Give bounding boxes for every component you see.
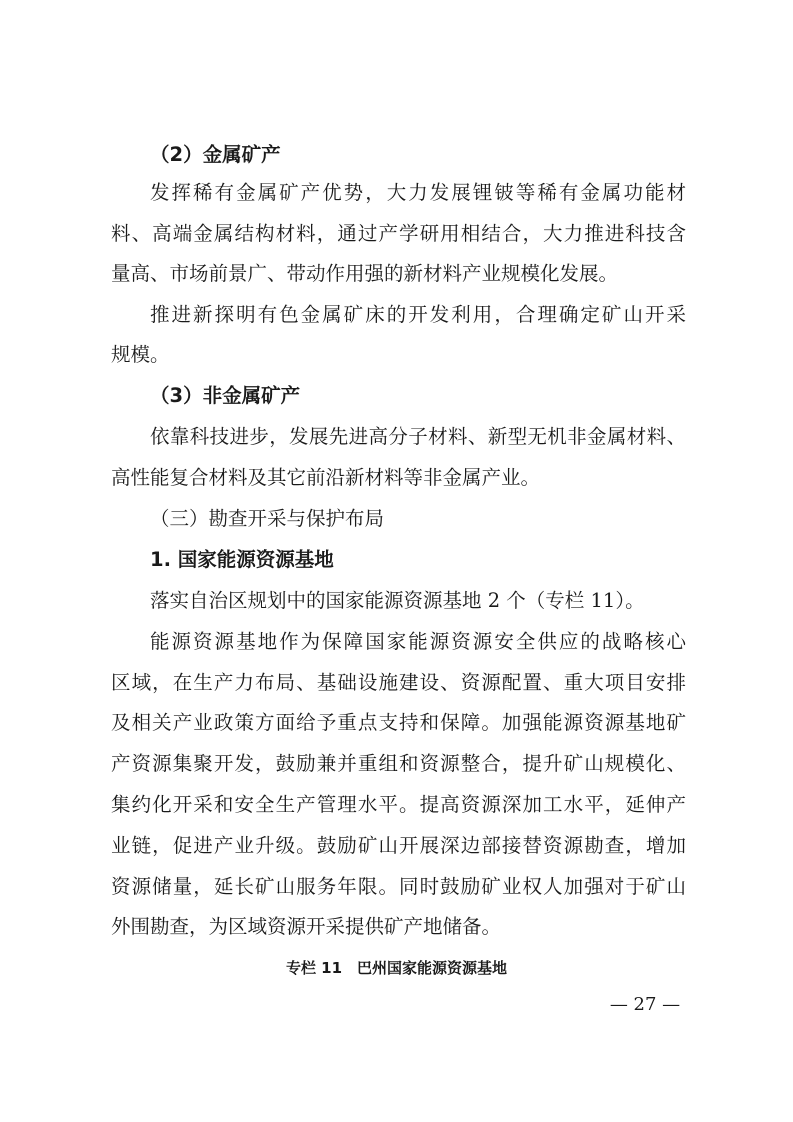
- paragraph-line: 高性能复合材料及其它前沿新材料等非金属产业。: [111, 466, 541, 489]
- paragraph-line: 量高、市场前景广、带动作用强的新材料产业规模化发展。: [111, 262, 619, 285]
- paragraph-line: 及相关产业政策方面给予重点支持和保障。加强能源资源基地矿: [111, 711, 686, 734]
- heading-energy-base: 1. 国家能源资源基地: [150, 548, 334, 571]
- paragraph-line: 落实自治区规划中的国家能源资源基地 2 个（专栏 11）。: [150, 589, 645, 612]
- paragraph-line: 集约化开采和安全生产管理水平。提高资源深加工水平，延伸产: [111, 793, 686, 816]
- paragraph-line: 资源储量，延长矿山服务年限。同时鼓励矿业权人加强对于矿山: [111, 875, 686, 898]
- paragraph-line: 外围勘查，为区域资源开采提供矿产地储备。: [111, 915, 502, 938]
- page-number: — 27 —: [609, 994, 681, 1015]
- paragraph-line: 规模。: [111, 343, 170, 366]
- table-caption: 专栏 11 巴州国家能源资源基地: [285, 959, 508, 977]
- paragraph-line: 能源资源基地作为保障国家能源资源安全供应的战略核心: [150, 630, 686, 653]
- paragraph-line: 依靠科技进步，发展先进高分子材料、新型无机非金属材料、: [150, 425, 686, 448]
- paragraph-line: 料、高端金属结构材料，通过产学研用相结合，大力推进科技含: [111, 222, 686, 245]
- paragraph-line: 区域，在生产力布局、基础设施建设、资源配置、重大项目安排: [111, 671, 686, 694]
- heading-metal-minerals: （2）金属矿产: [150, 143, 281, 166]
- paragraph-line: 产资源集聚开发，鼓励兼并重组和资源整合，提升矿山规模化、: [111, 752, 686, 775]
- paragraph-line: 业链，促进产业升级。鼓励矿山开展深边部接替资源勘查，增加: [111, 834, 686, 857]
- heading-nonmetal-minerals: （3）非金属矿产: [150, 384, 301, 407]
- paragraph-line: 发挥稀有金属矿产优势，大力发展锂铍等稀有金属功能材: [150, 181, 686, 204]
- heading-exploration-layout: （三）勘查开采与保护布局: [150, 507, 385, 530]
- paragraph-line: 推进新探明有色金属矿床的开发利用，合理确定矿山开采: [150, 303, 686, 326]
